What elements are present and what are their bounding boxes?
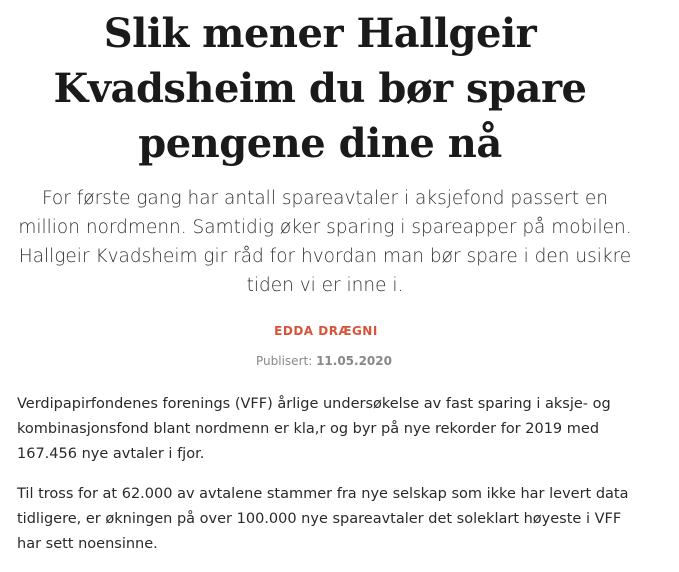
body-paragraph-1: Verdipapirfondenes forenings (VFF) årlige undersøkelse av fast sparing i aksje- og kombinasjonsfond blant nordmenn er kla,r og byr på nye rekorder for 2019 med 167.456 nye avtaler i fjor.: [17, 396, 611, 462]
published-info: [0, 354, 648, 368]
article-lead: For første gang har antall spareavtaler i aksjefond passert en million nordmenn. Samtidig øker sparing i spareapper på mobilen. Hallgeir Kvadsheim gir råd for hvordan man bør spare i den usikre tiden vi er inne i.: [18, 188, 632, 296]
published-date: 11.05.2020: [316, 354, 392, 368]
header-fragment: [0, 0, 679, 5]
author-byline[interactable]: EDDA DRÆGNI: [274, 324, 378, 338]
body-paragraph-2: Til tross for at 62.000 av avtalene stammer fra nye selskap som ikke har levert data tidligere, er økningen på over 100.000 nye spareavtaler det soleklart høyeste i VFF har sett noensinne.: [17, 486, 629, 552]
article-headline: Slik mener Hallgeir Kvadsheim du bør spare pengene dine nå: [53, 10, 587, 167]
published-label: Publisert:: [256, 354, 317, 368]
